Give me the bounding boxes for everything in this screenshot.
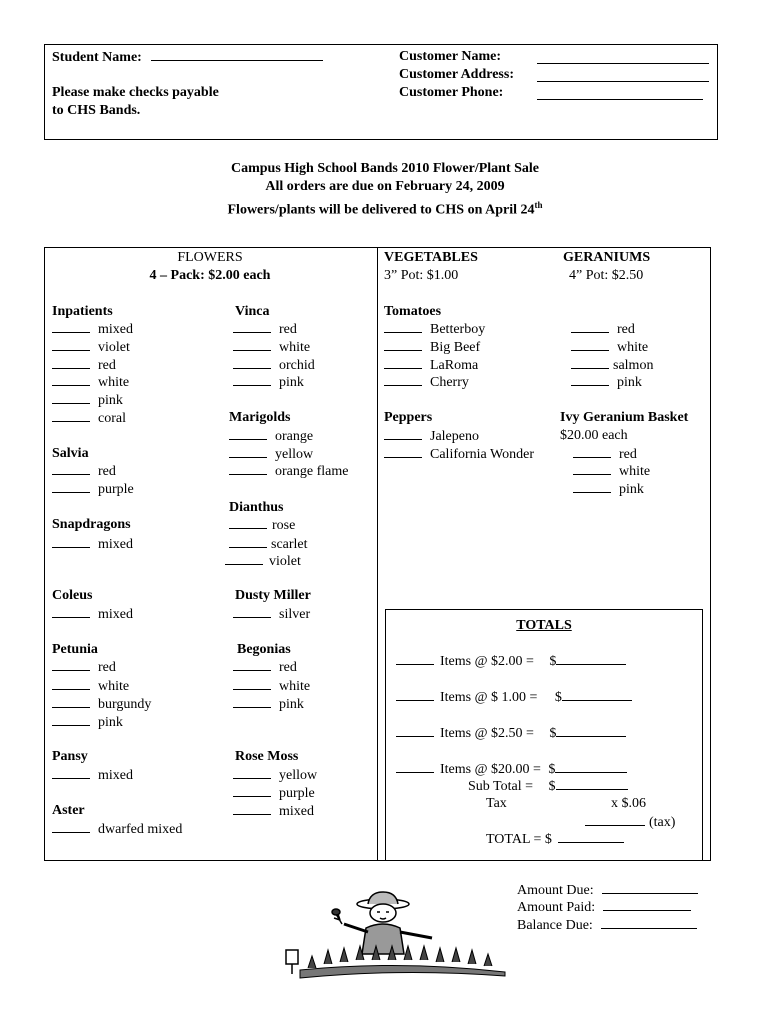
student-name-field[interactable] — [151, 48, 323, 61]
salvia-red[interactable]: red — [52, 462, 116, 481]
tomatoes-title: Tomatoes — [384, 304, 442, 319]
customer-name-label: Customer Name: — [399, 49, 501, 64]
ivy-basket-price: $20.00 each — [560, 428, 628, 443]
amount-due[interactable]: Amount Due: — [517, 881, 706, 900]
tomatoes-big-beef[interactable]: Big Beef — [384, 338, 480, 357]
petunia-white[interactable]: white — [52, 677, 129, 696]
geraniums-pink[interactable]: pink — [571, 373, 642, 392]
seed-sign-icon — [286, 950, 298, 964]
vegetables-heading: VEGETABLES — [384, 250, 478, 265]
marigolds-title: Marigolds — [229, 410, 291, 425]
peppers-title: Peppers — [384, 410, 433, 425]
totals-tax-rate: x $.06 — [611, 796, 646, 811]
totals-heading: TOTALS — [516, 618, 572, 633]
checks-line2: to CHS Bands. — [52, 103, 141, 118]
vegetables-price: 3” Pot: $1.00 — [384, 268, 459, 283]
totals-tax-field[interactable]: (tax) — [585, 813, 675, 832]
customer-phone-label: Customer Phone: — [399, 85, 504, 100]
customer-address-field[interactable] — [537, 69, 709, 82]
petunia-pink[interactable]: pink — [52, 713, 123, 732]
begonias-red[interactable]: red — [233, 658, 297, 677]
impatients-coral[interactable]: coral — [52, 409, 126, 428]
impatients-mixed[interactable]: mixed — [52, 320, 133, 339]
peppers-california-wonder[interactable]: California Wonder — [384, 445, 534, 464]
petunia-red[interactable]: red — [52, 658, 116, 677]
salvia-purple[interactable]: purple — [52, 480, 134, 499]
snapdragons-title: Snapdragons — [52, 517, 131, 532]
snapdragons-mixed[interactable]: mixed — [52, 535, 133, 554]
totals-subtotal[interactable]: Sub Total = $ — [468, 777, 628, 796]
impatients-violet[interactable]: violet — [52, 338, 130, 357]
aster-dwarfed-mixed[interactable]: dwarfed mixed — [52, 820, 182, 839]
rose-moss-mixed[interactable]: mixed — [233, 802, 314, 821]
impatients-white[interactable]: white — [52, 373, 129, 392]
geraniums-salmon[interactable]: salmon — [571, 356, 653, 375]
ivy-basket-pink[interactable]: pink — [573, 480, 644, 499]
customer-phone-field[interactable] — [537, 87, 703, 100]
totals-total[interactable]: TOTAL = $ — [486, 830, 632, 849]
rose-moss-yellow[interactable]: yellow — [233, 766, 317, 785]
title-line3: Flowers/plants will be delivered to CHS on April 24th — [227, 200, 543, 218]
aster-title: Aster — [52, 803, 85, 818]
dianthus-scarlet[interactable]: scarlet — [229, 535, 308, 554]
pansy-title: Pansy — [52, 749, 88, 764]
coleus-mixed[interactable]: mixed — [52, 605, 133, 624]
geraniums-red[interactable]: red — [571, 320, 635, 339]
vinca-red[interactable]: red — [233, 320, 297, 339]
begonias-pink[interactable]: pink — [233, 695, 304, 714]
peppers-jalepeno[interactable]: Jalepeno — [384, 427, 479, 446]
customer-address-label: Customer Address: — [399, 67, 514, 82]
rose-moss-title: Rose Moss — [235, 749, 299, 764]
checks-line1: Please make checks payable — [52, 85, 219, 100]
title-line2: All orders are due on February 24, 2009 — [265, 179, 505, 194]
ivy-basket-red[interactable]: red — [573, 445, 637, 464]
flowers-heading: FLOWERS — [177, 250, 243, 265]
salvia-title: Salvia — [52, 446, 89, 461]
totals-row-200[interactable]: Items @ $2.00 = $ — [396, 652, 626, 671]
impatients-pink[interactable]: pink — [52, 391, 123, 410]
dianthus-title: Dianthus — [229, 500, 284, 515]
dusty-miller-title: Dusty Miller — [235, 588, 311, 603]
marigolds-orange-flame[interactable]: orange flame — [229, 462, 348, 481]
geraniums-heading: GERANIUMS — [563, 250, 651, 265]
dianthus-rose[interactable]: rose — [229, 516, 295, 535]
totals-row-2000[interactable]: Items @ $20.00 = $ — [396, 760, 627, 779]
flowers-price: 4 – Pack: $2.00 each — [149, 268, 271, 283]
begonias-title: Begonias — [237, 642, 291, 657]
totals-row-250[interactable]: Items @ $2.50 = $ — [396, 724, 626, 743]
rose-moss-purple[interactable]: purple — [233, 784, 315, 803]
impatients-title: Inpatients — [52, 304, 113, 319]
begonias-white[interactable]: white — [233, 677, 310, 696]
vinca-title: Vinca — [235, 304, 270, 319]
marigolds-orange[interactable]: orange — [229, 427, 313, 446]
vinca-orchid[interactable]: orchid — [233, 356, 315, 375]
dusty-miller-silver[interactable]: silver — [233, 605, 310, 624]
totals-tax-label: Tax — [486, 796, 507, 811]
ivy-basket-white[interactable]: white — [573, 462, 650, 481]
column-divider — [377, 247, 378, 861]
tomatoes-cherry[interactable]: Cherry — [384, 373, 469, 392]
title-line1: Campus High School Bands 2010 Flower/Plant Sale — [230, 161, 540, 176]
student-name-label: Student Name: — [52, 48, 323, 67]
geraniums-white[interactable]: white — [571, 338, 648, 357]
tomatoes-betterboy[interactable]: Betterboy — [384, 320, 485, 339]
balance-due[interactable]: Balance Due: — [517, 916, 705, 935]
petunia-burgundy[interactable]: burgundy — [52, 695, 151, 714]
gardener-clipart — [280, 890, 510, 985]
pansy-mixed[interactable]: mixed — [52, 766, 133, 785]
amount-paid[interactable]: Amount Paid: — [517, 898, 699, 917]
vinca-pink[interactable]: pink — [233, 373, 304, 392]
ivy-basket-title: Ivy Geranium Basket — [560, 410, 689, 425]
geraniums-price: 4” Pot: $2.50 — [569, 268, 644, 283]
petunia-title: Petunia — [52, 642, 98, 657]
coleus-title: Coleus — [52, 588, 93, 603]
marigolds-yellow[interactable]: yellow — [229, 445, 313, 464]
vinca-white[interactable]: white — [233, 338, 310, 357]
impatients-red[interactable]: red — [52, 356, 116, 375]
dianthus-violet[interactable]: violet — [225, 552, 301, 571]
totals-row-100[interactable]: Items @ $ 1.00 = $ — [396, 688, 632, 707]
customer-name-field[interactable] — [537, 51, 709, 64]
tomatoes-laroma[interactable]: LaRoma — [384, 356, 478, 375]
